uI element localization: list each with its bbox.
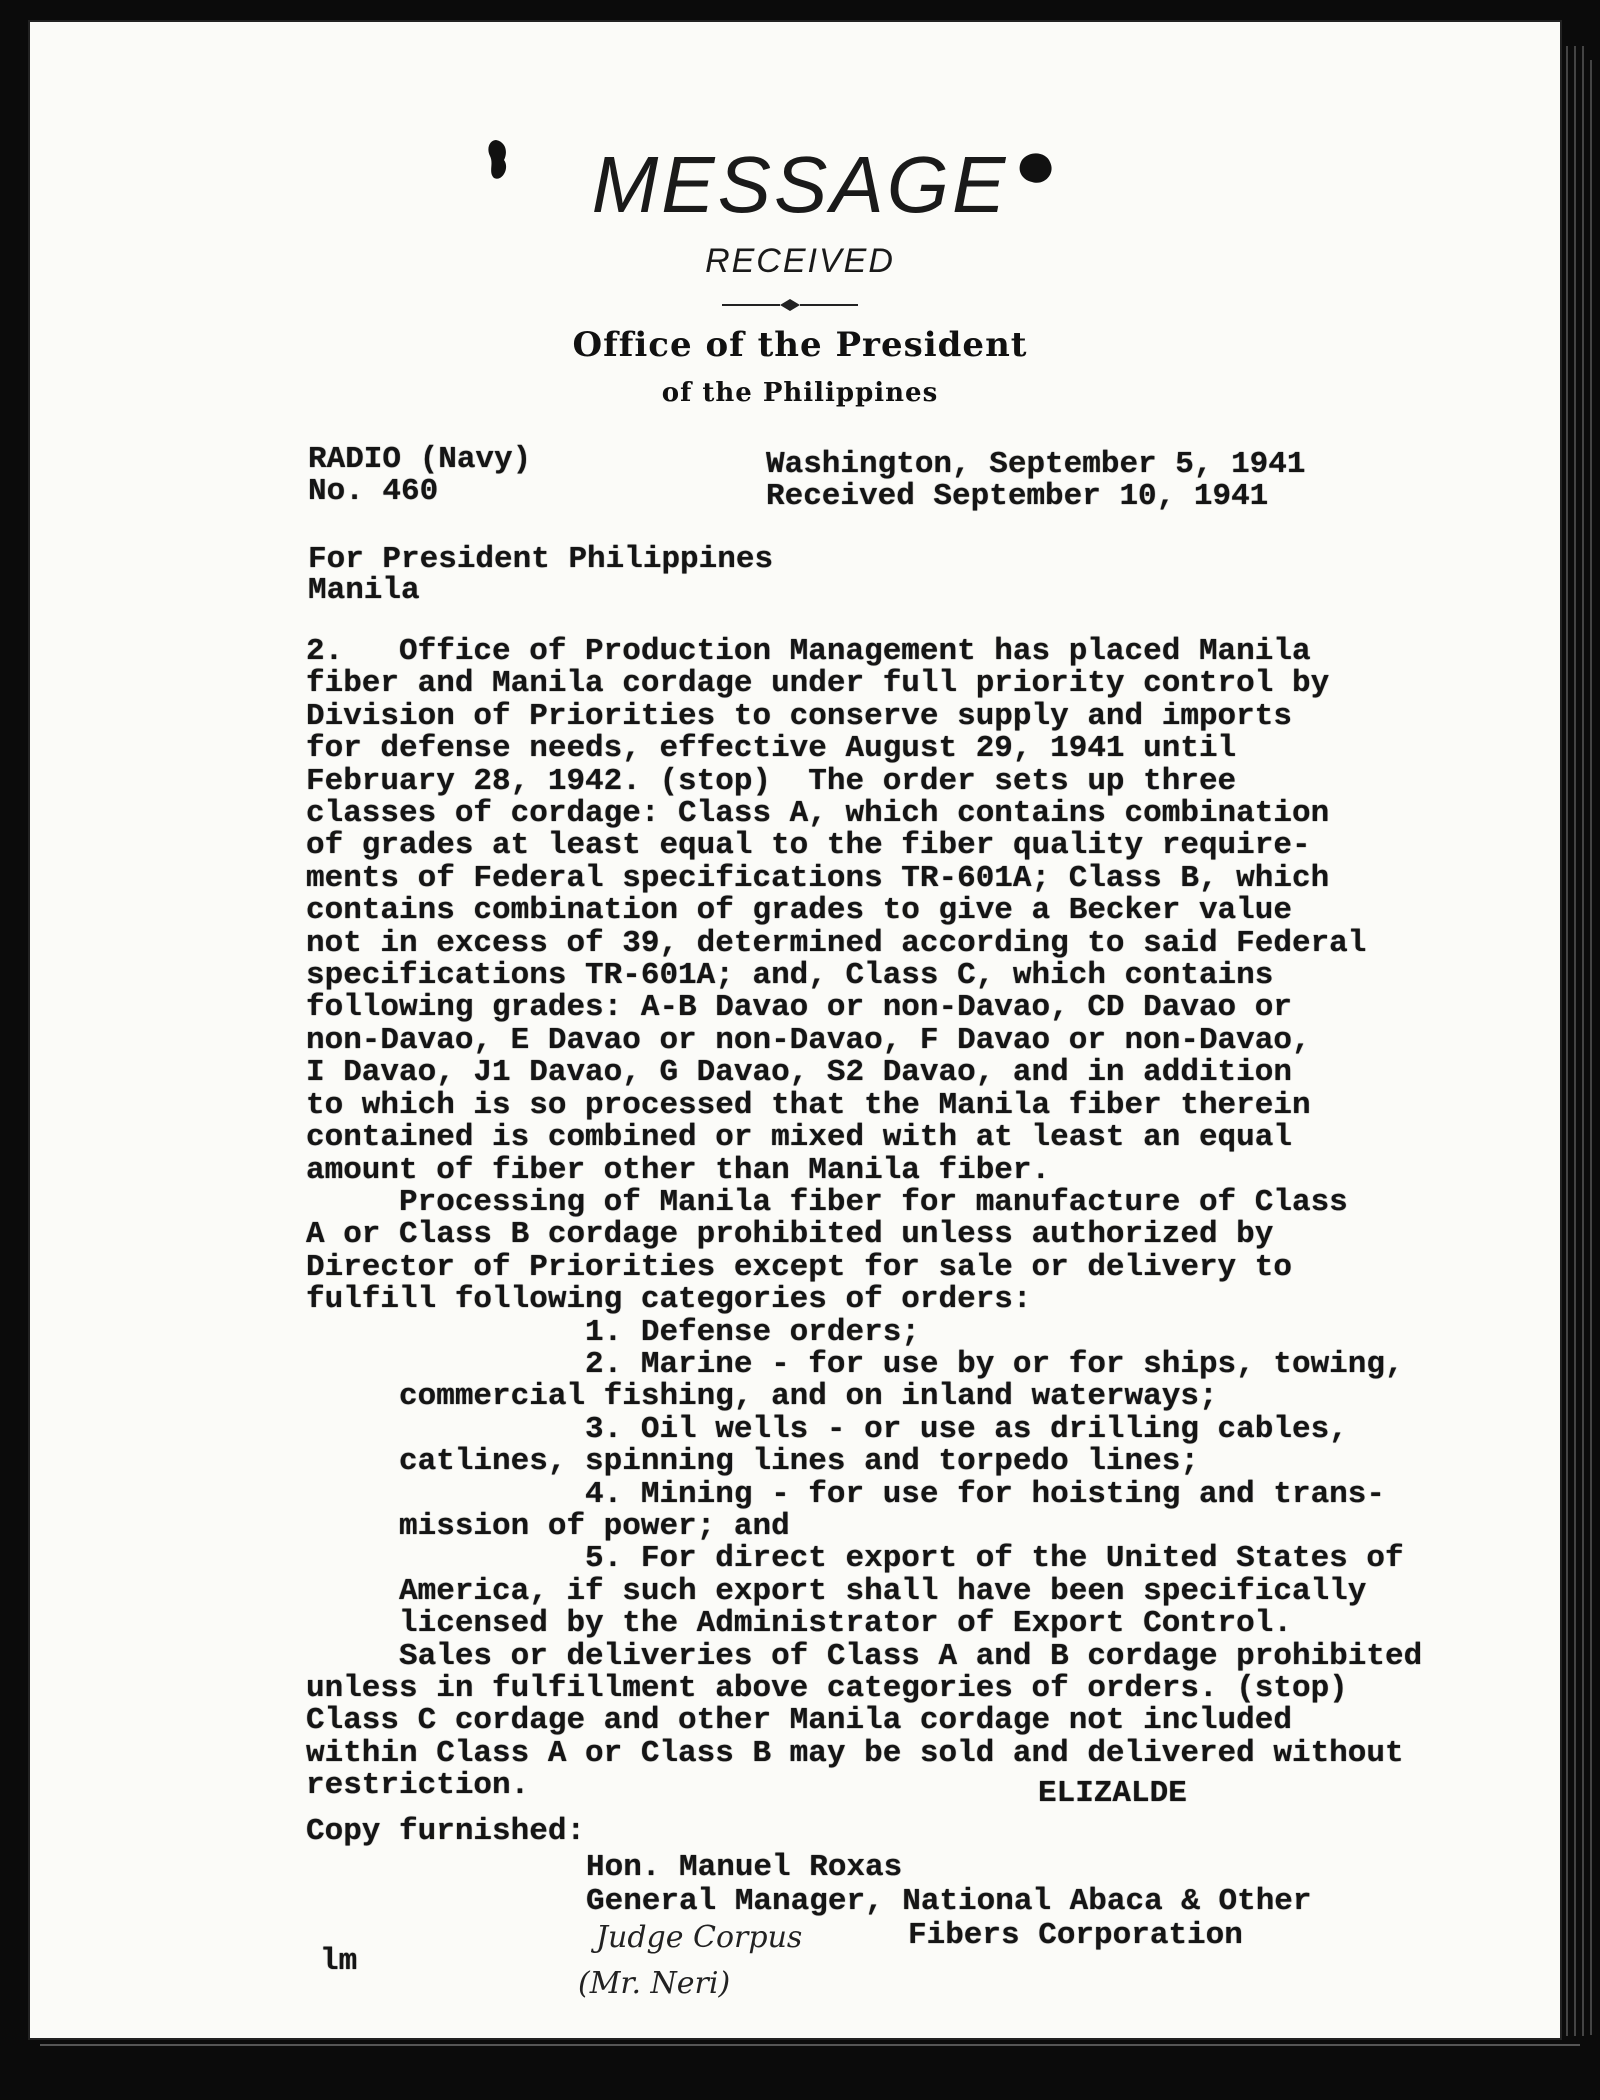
radio-line: RADIO (Navy) — [308, 442, 532, 477]
body-line: I Davao, J1 Davao, G Davao, S2 Davao, and in addition — [306, 1055, 1292, 1091]
body-line: not in excess of 39, determined according to said Federal — [306, 925, 1367, 961]
body-line: specifications TR-601A; and, Class C, which contains — [306, 958, 1274, 994]
message-number: No. 460 — [308, 474, 439, 509]
message-subtitle: RECEIVED — [705, 242, 895, 280]
sent-date: Washington, September 5, 1941 — [766, 447, 1306, 482]
body-line: America, if such export shall have been specifically — [306, 1573, 1367, 1609]
body-line: restriction. — [306, 1768, 530, 1804]
office-heading: Office of the President — [572, 325, 1028, 365]
addressee-line: For President Philippines — [308, 542, 774, 577]
message-title: MESSAGE — [591, 140, 1009, 229]
body-line: 2. Office of Production Management has placed Manila — [306, 634, 1311, 669]
body-line: February 28, 1942. (stop) The order sets up three — [306, 763, 1237, 799]
copy-recipient: Hon. Manuel Roxas — [586, 1850, 903, 1885]
body-line: to which is so processed that the Manila fiber therein — [306, 1087, 1311, 1123]
body-line: 4. Mining - for use for hoisting and trans- — [306, 1476, 1385, 1512]
body-line: fiber and Manila cordage under full priority control by — [306, 666, 1330, 702]
body-line: of grades at least equal to the fiber quality require- — [306, 828, 1311, 864]
body-line: unless in fulfillment above categories of orders. (stop) — [306, 1671, 1348, 1706]
handwritten-note: (Mr. Neri) — [578, 1966, 731, 2001]
signature: ELIZALDE — [1038, 1776, 1187, 1811]
body-line: within Class A or Class B may be sold and delivered without — [306, 1735, 1404, 1771]
body-line: non-Davao, E Davao or non-Davao, F Davao or non-Davao, — [306, 1022, 1311, 1058]
copy-recipient-org: Fibers Corporation — [908, 1918, 1243, 1953]
body-line: following grades: A-B Davao or non-Davao, CD Davao or — [306, 990, 1292, 1026]
body-line: Processing of Manila fiber for manufacture of Class — [306, 1184, 1348, 1220]
body-line: contained is combined or mixed with at least an equal — [306, 1120, 1292, 1156]
body-line: A or Class B cordage prohibited unless authorized by — [306, 1217, 1274, 1253]
copy-recipient-title: General Manager, National Abaca & Other — [586, 1884, 1312, 1919]
page-bottom-edge — [40, 2044, 1580, 2046]
body-line: catlines, spinning lines and torpedo lines; — [306, 1444, 1199, 1480]
body-line: Director of Priorities except for sale or delivery to — [306, 1249, 1292, 1285]
body-line: for defense needs, effective August 29, 1941 until — [306, 731, 1237, 767]
body-line: classes of cordage: Class A, which contains combination — [306, 796, 1330, 832]
body-line: 1. Defense orders; — [306, 1314, 920, 1350]
body-line: contains combination of grades to give a Becker value — [306, 893, 1292, 929]
body-line: Sales or deliveries of Class A and B cordage prohibited — [306, 1638, 1423, 1674]
addressee-city: Manila — [308, 573, 420, 608]
body-line: ments of Federal specifications TR-601A; Class B, which — [306, 860, 1330, 896]
body-line: Class C cordage and other Manila cordage not included — [306, 1703, 1292, 1739]
handwritten-note: Judge Corpus — [596, 1920, 803, 1955]
body-line: 5. For direct export of the United States of — [306, 1541, 1404, 1577]
body-line: 3. Oil wells - or use as drilling cables, — [306, 1411, 1348, 1447]
copy-furnished-label: Copy furnished: — [306, 1814, 586, 1849]
typist-initials: lm — [320, 1944, 358, 1979]
body-line: amount of fiber other than Manila fiber. — [306, 1152, 1051, 1188]
body-line: licensed by the Administrator of Export Control. — [306, 1606, 1292, 1642]
received-date: Received September 10, 1941 — [766, 479, 1269, 514]
ornament-divider-icon — [720, 290, 860, 320]
body-line: mission of power; and — [306, 1508, 790, 1544]
body-line: Division of Priorities to conserve supply and imports — [306, 698, 1292, 734]
body-line: commercial fishing, and on inland waterways; — [306, 1379, 1218, 1415]
office-subheading: of the Philippines — [661, 378, 939, 408]
message-body — [306, 636, 1422, 1803]
body-line: fulfill following categories of orders: — [306, 1282, 1032, 1318]
body-line: 2. Marine - for use by or for ships, towing, — [306, 1346, 1404, 1382]
